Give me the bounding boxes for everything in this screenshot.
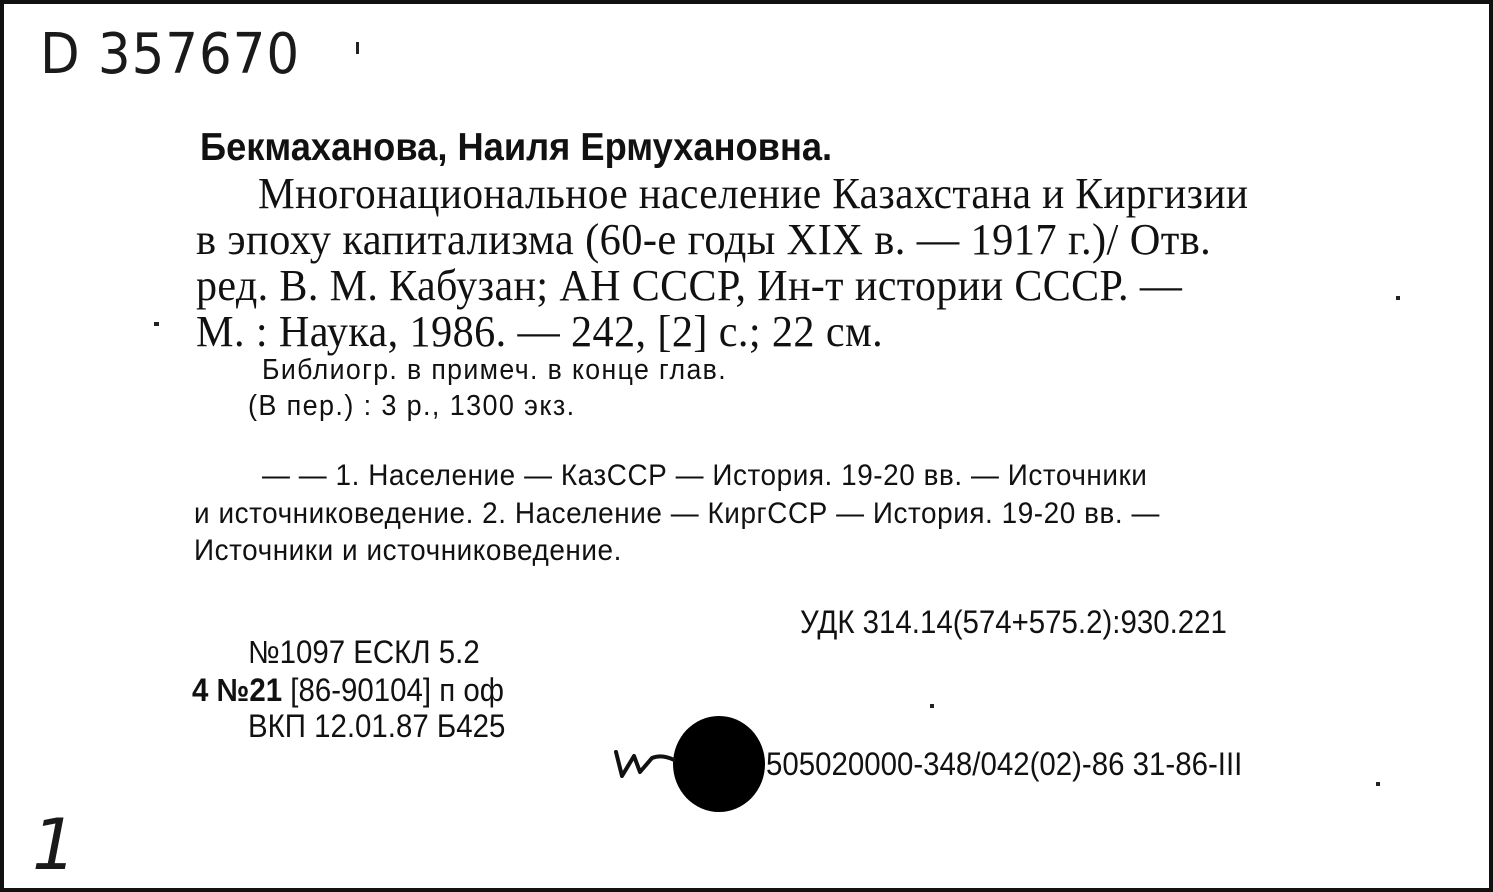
subject-line-2: и источниковедение. 2. Население — КиргССР — История. 19-20 вв. — — [194, 497, 1160, 530]
corner-number: 1 — [32, 804, 77, 886]
call-number: D 357670 — [40, 22, 301, 87]
dot-mark — [1376, 782, 1380, 786]
price-note: (В пер.) : 3 р., 1300 экз. — [248, 390, 576, 422]
tick-mark — [356, 42, 359, 54]
bibliography-note: Библиогр. в примеч. в конце глав. — [262, 354, 728, 386]
title-line-1: Многонациональное население Казахстана и Киргизии — [258, 169, 1249, 218]
dot-mark — [930, 704, 934, 708]
library-line-2 — [192, 672, 504, 709]
udc-code: УДК 314.14(574+575.2):930.221 — [800, 604, 1227, 640]
dot-mark — [1396, 296, 1400, 300]
subject-line-3: Источники и источниковедение. — [194, 534, 622, 567]
dot-mark — [154, 322, 159, 326]
punch-hole — [673, 716, 765, 812]
library-line-3: ВКП 12.01.87 Б425 — [248, 708, 506, 744]
catalog-code: 505020000-348/042(02)-86 31-86-III — [766, 746, 1243, 782]
title-line-2: в эпоху капитализма (60-е годы XIX в. — 1917 г.)/ Отв. — [196, 215, 1212, 264]
title-line-4: М. : Наука, 1986. — 242, [2] с.; 22 см. — [196, 307, 884, 356]
library-line-1: №1097 ЕСКЛ 5.2 — [248, 634, 480, 670]
author-heading: Бекмаханова, Наиля Ермухановна. — [200, 126, 833, 169]
subject-line-1: — — 1. Население — КазССР — История. 19-20 вв. — Источники — [262, 459, 1148, 492]
library-line-2-rest: [86-90104] п оф — [290, 672, 504, 708]
title-line-3: ред. В. М. Кабузан; АН СССР, Ин-т истории СССР. — — [196, 261, 1183, 310]
handwritten-mark-icon — [612, 746, 678, 782]
library-line-2-prefix: 4 №21 — [192, 672, 283, 708]
